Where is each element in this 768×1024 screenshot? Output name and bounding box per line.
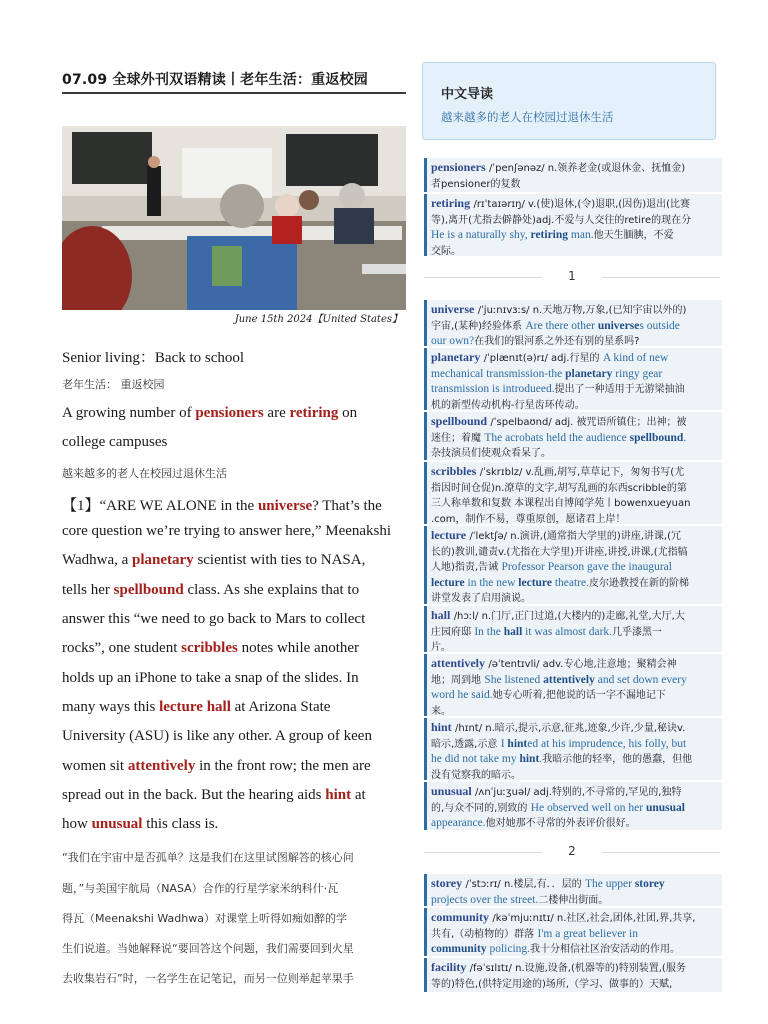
vocab-card-planetary [424, 348, 722, 410]
keyword-lecture-hall: lecture hall [159, 699, 231, 715]
vocab-example-keyword: hint [507, 737, 528, 750]
vocab-example: The upper [584, 878, 635, 890]
vocab-definition: 等的)特色,(供特定用途的)场所,（学习、做事的）天赋, [431, 978, 673, 990]
classroom-photo [62, 126, 406, 310]
title-divider [62, 92, 406, 94]
vocab-example-keyword: lecture [431, 576, 465, 589]
vocab-card-unusual [424, 782, 722, 830]
vocab-card-attentively [424, 654, 722, 716]
vocab-example: The acrobats held the audience [484, 431, 630, 444]
page-title: 07.09 全球外刊双语精读丨老年生活：重返校园 [62, 72, 368, 88]
vocab-card-lecture [424, 526, 722, 604]
keyword-retiring: retiring [289, 405, 339, 421]
vocab-example-keyword: hint [519, 753, 540, 765]
vocab-example: In the [474, 625, 504, 638]
vocab-definition: /hɪnt/ n.暗示,提示,示意,征兆,迹象,少许,少量,秘诀v. [455, 723, 686, 734]
vocab-example: in the new [464, 576, 519, 589]
vocab-example-zh: 讲堂发表了启用演说。 [431, 593, 531, 604]
paragraph-zh-line: 生们说道。当她解释说“要回答这个问题，我们需要回到火星 [62, 942, 354, 955]
vocab-definition: 宇宙,(某种)经验体系 [431, 320, 522, 332]
vocab-definition: 的,与众不同的,别致的 [431, 802, 528, 814]
vocab-example: our own? [431, 335, 475, 347]
vocab-example-zh: 几乎漆黑一 [612, 626, 663, 638]
vocab-example: I [500, 737, 508, 750]
text: how [62, 816, 92, 832]
vocab-word: community [431, 910, 489, 924]
paragraph-line [62, 640, 408, 657]
vocab-example: A kind of new [602, 352, 669, 364]
vocab-example-zh: 交际。 [431, 245, 461, 257]
vocab-word: lecture [431, 528, 467, 542]
paragraph-line: holds up an iPhone to take a snap of the slides. In [62, 670, 359, 686]
subtitle-line-1 [62, 405, 408, 422]
vocab-example: ed at his imprudence, his folly, but [527, 737, 687, 750]
vocab-definition: 者pensioner的复数 [431, 178, 521, 190]
vocab-example: appearance. [431, 817, 486, 829]
vocab-example: transmission is introdueed. [431, 383, 555, 395]
text: this class is. [142, 816, 219, 832]
vocab-example: . [539, 753, 543, 765]
vocab-word: hall [431, 608, 451, 622]
paragraph-line [62, 582, 408, 599]
vocab-example: mechanical transmission-the [431, 367, 566, 380]
paragraph-line: answer this “we need to go back to Mars to collect [62, 611, 366, 627]
vocab-example-keyword: universe [597, 319, 640, 332]
vocab-word: spellbound [431, 414, 488, 428]
vocab-word: attentively [431, 656, 485, 670]
vocab-definition: 庄园府邸 [431, 626, 471, 638]
vocab-example: . [683, 431, 687, 444]
paragraph-line: core question we’re trying to answer here,” Meenakshi [62, 523, 392, 539]
vocab-example: He is a naturally shy, [431, 229, 531, 241]
text: Wadhwa, a [62, 552, 133, 568]
vocab-definition: /ˈlektʃə/ n.演讲,(通常指大学里的)讲座,讲课,(冗 [469, 531, 682, 542]
vocab-card-universe [424, 300, 722, 346]
paragraph-line [62, 699, 408, 716]
vocab-definition: /ˈskrɪblz/ v.乱画,胡写,草草记下，匆匆书写(尤 [479, 467, 685, 478]
vocab-example-zh: 提出了一种适用于无游梁抽油 [554, 384, 685, 395]
vocab-example-keyword: hall [503, 625, 523, 638]
paragraph-line [62, 552, 408, 569]
vocab-definition: /rɪˈtaɪərɪŋ/ v.(使)退休,(令)退职,(因伤)退出(比赛 [473, 199, 691, 210]
subtitle-line-2: college campuses [62, 434, 168, 450]
text: ? That’s the [312, 498, 382, 514]
text: tells her [62, 582, 114, 598]
keyword-attentively: attentively [127, 758, 196, 774]
text: 【1】“ARE WE ALONE in the [62, 498, 258, 514]
vocab-definition: 迷住；着魔 [431, 432, 481, 444]
vocab-word: universe [431, 302, 475, 316]
keyword-hint: hint [325, 787, 352, 803]
paragraph-line [62, 787, 408, 804]
vocab-example: word he said. [431, 689, 493, 701]
vocab-example: man. [568, 229, 594, 241]
vocab-example: She listened [484, 673, 544, 686]
keyword-unusual: unusual [91, 816, 143, 832]
intro-heading: 中文导读 [441, 87, 494, 102]
paragraph-zh-line: 得瓦（Meenakshi Wadhwa）对课堂上听得如痴如醉的学 [62, 912, 347, 925]
paragraph-line: University (ASU) is like any other. A group of keen [62, 728, 372, 744]
vocab-example: projects over the street. [431, 893, 539, 906]
vocab-example-zh: 片。 [431, 642, 451, 653]
vocab-example: he did not take my [431, 753, 520, 765]
classroom-illustration [62, 126, 406, 310]
vocab-definition: /ˈspelbaʊnd/ adj. 被咒语所镇住；出神；被 [490, 417, 687, 428]
vocab-example-zh: 二楼伸出街面。 [538, 894, 609, 906]
vocab-example-zh: 我暗示他的轻率，他的愚蠢，但他 [542, 754, 693, 765]
vocab-example-zh: 机的新型传动机构-行星齿环传动。 [431, 399, 585, 411]
vocab-example-keyword: community [431, 943, 487, 955]
vocab-example: policing. [486, 943, 531, 955]
paragraph-line [62, 494, 408, 515]
vocab-definition: /fəˈsɪlɪtɪ/ n.设施,设备,(机器等的)特别装置,(服务 [469, 963, 686, 974]
vocab-definition: 共有,（动植物的）群落 [431, 928, 535, 940]
vocab-example: s outside [639, 319, 680, 332]
vocab-card-hall [424, 606, 722, 652]
vocab-example-keyword: unusual [645, 801, 685, 814]
vocab-definition: /ˈplænɪt(ə)rɪ/ adj.行星的 [483, 353, 600, 364]
vocab-example: ringy gear [612, 367, 663, 380]
paragraph-zh-line: “我们在宇宙中是否孤单？这是我们在这里试图解答的核心问 [62, 851, 354, 864]
vocab-word: pensioners [431, 160, 486, 174]
paragraph-line [62, 758, 408, 775]
vocab-example-keyword: planetary [565, 367, 613, 380]
vocab-card-scribbles [424, 462, 722, 524]
vocab-definition: 三人称单数和复数 本课程出自博闻学苑丨bowenxueyuan [431, 498, 691, 509]
keyword-scribbles: scribbles [181, 640, 238, 656]
vocab-example-keyword: lecture [518, 576, 552, 589]
text: at [351, 787, 366, 803]
vocab-example: Are there other [525, 319, 598, 332]
vocab-example: I'm a great believer in [537, 927, 638, 940]
vocab-example-keyword: spellbound [629, 431, 684, 444]
intro-text: 越来越多的老人在校园过退休生活 [441, 110, 614, 124]
keyword-spellbound: spellbound [113, 582, 184, 598]
vocab-card-storey [424, 874, 722, 906]
vocab-definition: 人地)指责,告诫 [431, 562, 499, 573]
article-title-zh: 老年生活： 重返校园 [62, 378, 165, 391]
vocab-definition: /ˈpenʃənəz/ n.领养老金(或退休金、抚恤金) [489, 163, 686, 174]
vocab-example-zh: 皮尔逊教授在新的阶梯 [588, 577, 689, 589]
vocab-card-retiring [424, 194, 722, 256]
text: A growing number of [62, 405, 196, 421]
text: scientist with ties to NASA, [193, 552, 366, 568]
text: spread out in the back. But the hearing aids [62, 787, 326, 803]
keyword-universe: universe [257, 498, 313, 514]
vocab-definition: /ˈjuːnɪvɜːs/ n.天地万物,万象,(已知宇宙以外的) [477, 305, 687, 316]
vocab-word: retiring [431, 196, 471, 210]
paragraph-zh-line: 去收集岩石”时，一名学生在记笔记，而另一位则举起苹果手 [62, 972, 354, 985]
vocab-card-facility [424, 958, 722, 992]
vocab-example-zh: 他对她那不寻常的外表评价很好。 [485, 818, 636, 829]
photo-caption: June 15th 2024【United States】 [234, 314, 402, 325]
vocab-example: theatre. [551, 576, 589, 589]
vocab-example-zh: 在我们的银河系之外还有别的星系吗? [474, 336, 640, 347]
vocab-definition: /ˈstɔːrɪ/ n.楼层,有．．层的 [465, 879, 582, 890]
vocab-definition: /hɔːl/ n.门厅,正门过道,(大楼内的)走廊,礼堂,大厅,大 [453, 611, 685, 622]
page-number: 2 [422, 844, 722, 860]
vocab-card-pensioners [424, 158, 722, 192]
text: many ways this [62, 699, 160, 715]
vocab-word: facility [431, 960, 467, 974]
vocab-word: unusual [431, 784, 472, 798]
vocab-word: planetary [431, 350, 481, 364]
vocab-definition: 长的)教训,谴责v.(尤指在大学里)开讲座,讲授,讲课,(尤指犒 [431, 546, 688, 558]
paragraph-line [62, 816, 408, 833]
text: class. As she explains that to [183, 582, 360, 598]
vocab-definition: /ʌnˈjuːʒuəl/ adj.特别的,不寻常的,罕见的,独特 [475, 787, 682, 798]
vocab-card-hint [424, 718, 722, 780]
vocab-example: it was almost dark. [522, 625, 613, 638]
vocab-card-community [424, 908, 722, 956]
text: at Arizona State [230, 699, 331, 715]
keyword-planetary: planetary [132, 552, 194, 568]
text: rocks”, one student [62, 640, 182, 656]
vocab-example-zh: 来。 [431, 705, 451, 717]
vocab-word: scribbles [431, 464, 477, 478]
vocab-definition: .com，制作不易，尊重原创，愿诸君上岸！ [431, 513, 626, 525]
vocab-word: storey [431, 876, 463, 890]
vocab-word: hint [431, 720, 452, 734]
paragraph-zh-line: 题，”与美国宇航局（NASA）合作的行星学家米纳科什·瓦 [62, 882, 339, 895]
vocab-definition: 暗示,透露,示意 [431, 738, 498, 750]
vocab-definition: 地；周到地 [431, 674, 481, 686]
vocab-example-zh: 她专心听着,把他说的话一字不漏地记下 [492, 690, 666, 701]
keyword-pensioners: pensioners [195, 405, 264, 421]
vocab-example-keyword: attentively [543, 673, 595, 686]
chinese-intro-box [422, 62, 716, 140]
text: are [263, 405, 290, 421]
vocab-example-zh: 杂技演员们使观众看呆了。 [431, 448, 551, 459]
vocab-definition: /kəˈmjuːnɪtɪ/ n.社区,社会,团体,社团,界,共享, [492, 913, 696, 924]
vocab-definition: 等),离开(尤指去僻静处)adj.不爱与人交往的retire的现在分 [431, 214, 692, 226]
text: women sit [62, 758, 128, 774]
vocab-definition: 指因时间仓促)n.潦草的文字,胡写乱画的东西scribble的第 [431, 482, 687, 494]
vocab-example: Professor Pearson gave the inaugural [501, 561, 672, 573]
text: notes while another [237, 640, 360, 656]
article-title-en: Senior living：Back to school [62, 350, 245, 366]
vocab-example-keyword: storey [634, 878, 665, 890]
vocab-example-keyword: retiring [530, 229, 569, 241]
page-number: 1 [422, 269, 722, 285]
vocab-example: He observed well on her [530, 801, 646, 814]
vocab-definition: /əˈtentɪvli/ adv.专心地,注意地；聚精会神 [488, 659, 677, 670]
text: in the front row; the men are [195, 758, 371, 774]
vocab-card-spellbound [424, 412, 722, 460]
vocab-example-zh: 他天生腼腆，不爱 [593, 230, 674, 241]
vocab-example-zh: 我十分相信社区治安活动的作用。 [530, 944, 681, 955]
subtitle-zh: 越来越多的老人在校园过退休生活 [62, 467, 227, 480]
vocab-example-zh: 没有觉察我的暗示。 [431, 769, 521, 781]
vocab-example: and set down every [594, 673, 687, 686]
text: on [338, 405, 358, 421]
